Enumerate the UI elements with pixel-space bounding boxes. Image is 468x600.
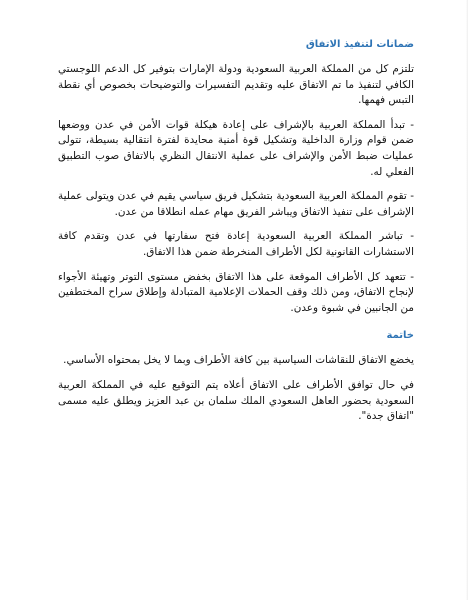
- document-body: [58, 38, 414, 434]
- conclusion-paragraph: يخضع الاتفاق للنقاشات السياسية بين كافة الأطراف وبما لا يخل بمحتواه الأساسي.: [63, 354, 414, 367]
- section-heading-conclusion: خاتمة: [386, 330, 414, 342]
- conclusion-paragraph: في حال توافق الأطراف على الاتفاق أعلاه يتم التوقيع عليه في المملكة العربية السعودية بحضور العاهل السعودي الملك سلمان بن عبد العزيز ويطلق عليه مسمى "اتفاق جدة".: [58, 378, 414, 423]
- section-heading-guarantees: ضمانات لتنفيذ الاتفاق: [305, 39, 414, 50]
- intro-paragraph: تلتزم كل من المملكة العربية السعودية ودولة الإمارات بتوفير كل الدعم اللوجستي الكافي لتنفيذ ما تم الاتفاق عليه وتقديم التفسيرات والتوضيحات بخصوص أي نقطة التبس فهمها.: [58, 63, 414, 107]
- bullet-item: - تباشر المملكة العربية السعودية إعادة فتح سفارتها في عدن وتقدم كافة الاستشارات القانونية لكل الأطراف المنخرطة ضمن هذا الاتفاق.: [58, 230, 414, 258]
- bullet-item: - تقوم المملكة العربية السعودية بتشكيل فريق سياسي يقيم في عدن ويتولى عملية الإشراف على تنفيذ الاتفاق ويباشر الفريق مهام عمله انطلاقا من عدن.: [58, 190, 414, 218]
- bullet-item: - تبدأ المملكة العربية بالإشراف على إعادة هيكلة قوات الأمن في عدن ووضعها ضمن قوام وزارة الداخلية وتشكيل قوة أمنية محايدة لفترة انتقالية بسيطة، تتولى عمليات ضبط الأمن والإشراف على عملية الانتقال النظري بالاتفاق صوب التطبيق الفعلي له.: [58, 118, 414, 178]
- bullet-item: - تتعهد كل الأطراف الموقعة على هذا الاتفاق بخفض مستوى التوتر وتهيئة الأجواء لإنجاح الاتفاق، ومن ذلك وقف الحملات الإعلامية المتبادلة وإطلاق سراح المختطفين من الجانبين في شبوة وعدن.: [58, 270, 414, 314]
